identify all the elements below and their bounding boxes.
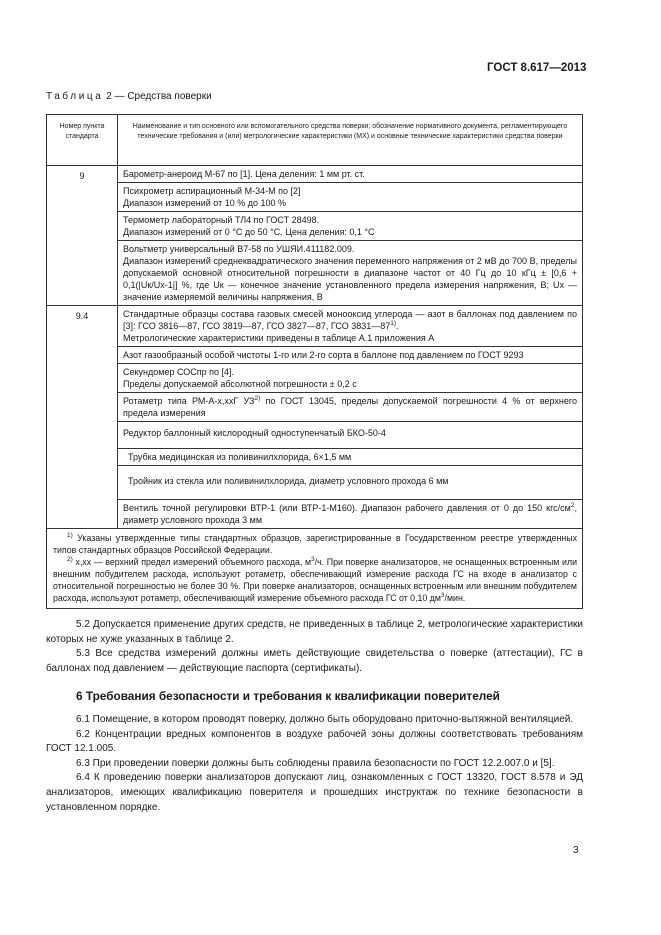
clause-number-9-4: 9.4 [47,306,118,529]
tools-group-9 [118,166,583,306]
tool-line: Психрометр аспирационный М-34-М по [2] [123,186,301,196]
footnote-2 [53,556,577,604]
table-caption-word: Таблица [46,91,104,102]
paragraph-5-2: 5.2 Допускается применение других средств, не приведенных в таблице 2, метрологические характеристики которых не хуже указанных в таблице 2. [46,619,583,645]
tools-group-9-4 [118,306,583,529]
tool-line: Диапазон измерений от 10 % до 100 % [123,198,287,208]
paragraph-6-1: 6.1 Помещение, в котором проводят поверку, должно быть оборудовано приточно-вытяжной вентиляцией. [76,714,574,725]
tool-psychrometer [118,183,582,212]
tool-line: Вольтметр универсальный В7-58 по УШЯИ.411182.009. [123,244,355,254]
tool-line: Тройник из стекла или поливинилхлорида, диаметр условного прохода 6 мм [128,476,449,486]
footnote-text: /мин. [444,593,466,603]
footnote-ref: 1) [390,320,397,327]
tool-line: Пределы допускаемой абсолютной погрешности ± 0,2 с [123,379,357,389]
tool-line: Секундомер СОСпр по [4]. [123,367,235,377]
tool-voltmeter [118,241,582,305]
tool-text: Стандартные образцы состава газовых смесей монооксид углерода — азот в баллонах под давлением по [3]: ГСО 3816—87, ГСО 3819—87, ГСО 3827—87, ГСО 3831—87 [123,309,577,331]
tool-line: Диапазон измерений среднеквадратического значения переменного напряжения от 2 мВ до 700 В, пределы допускаемой основной относительной погрешности в диапазоне частот от 40 Гц до 10 кГц ± [0,6 + 0,1(|Uк/Ux-1|] %, где Uк — конечное значение установленного предела измерения напряжения, В; Ux — значение измеряемой величины напряжения, В [123,256,577,302]
footnote-1 [53,532,577,556]
tool-line [123,502,577,526]
header-clause-number: Номер пункта стандарта [47,115,118,166]
superscript: 3 [311,556,315,564]
table-header-row [47,115,583,166]
tool-text: , диаметр условного прохода 3 мм [123,503,577,525]
footnote-mark: 2) [67,556,73,564]
tool-line: Метрологические характеристики приведены в таблице А.1 приложения А [123,333,435,343]
tool-line: Термометр лабораторный ТЛ4 по ГОСТ 28498. [123,215,320,225]
tool-text: по ГОСТ 13045, пределы допускаемой погрешности 4 % от верхнего предела измерения [123,396,577,418]
tool-rotameter [118,393,582,422]
table-footnotes-row [47,529,583,609]
paragraph-6-4: 6.4 К проведению поверки анализаторов допускают лиц, ознакомленных с ГОСТ 13320, ГОСТ 8.578 и ЭД анализаторов, имеющих квалификацию поверителя и прошедших инструктаж по технике безопасности в установленном порядке. [46,772,583,813]
tool-line [123,395,577,419]
tool-tube [118,449,582,466]
superscript: 3 [440,592,445,600]
footnote-text: Указаны утвержденные типы стандартных образцов, зарегистрированные в Государственном реестре утвержденных типов стандартных образцов Российской Федерации. [53,533,577,555]
table-caption [46,91,212,102]
superscript: 2 [570,502,575,509]
tool-valve [118,500,582,528]
tool-line: Азот газообразный особой чистоты 1-го или 2-го сорта в баллоне под давлением по ГОСТ 9293 [123,350,524,360]
tool-nitrogen [118,347,582,364]
footnote-ref: 2) [254,395,261,402]
paragraph-6-2: 6.2 Концентрации вредных компонентов в воздухе рабочей зоны должны соответствовать требованиям ГОСТ 12.1.005. [46,728,583,755]
tool-text: Ротаметр типа РМ-А-х,ххГ УЗ [123,396,255,406]
footnote-text: /ч. При поверке анализаторов, не оснащенных встроенным или внешним побудителем расхода, используют ротаметр, обеспечивающий измерение расхода ГС на входе в анализатор с относительной погрешностью не более 30 %. При поверке анализаторов, оснащенных встроенным или внешним побудителем расхода, используют ротаметр, обеспечивающий измерение объемного расхода ГС от 0,10 дм [53,557,577,603]
tool-barometer [118,166,582,183]
footnote-text: х,хх — верхний предел измерений объемного расхода, м [72,557,312,567]
table-footnotes [47,529,583,609]
header-tool-description: Наименование и тип основного или вспомогательного средства поверки; обозначение нормативного документа, регламентирующего технические требования и (или) метрологические характеристики (MX) и основные технические характеристики средства поверки [118,115,583,166]
tool-reducer [118,422,582,449]
paragraph-6-3: 6.3 При проведении поверки должны быть соблюдены правила безопасности по ГОСТ 12.2.007.0 и [5]. [76,757,555,769]
table-row-group-9-4 [47,306,583,529]
footnote-mark: 1) [67,532,73,540]
tool-line: Трубка медицинская из поливинилхлорида, 6×1,5 мм [128,452,352,462]
tool-stopwatch [118,364,582,393]
paragraph-5-3: 5.3 Все средства измерений должны иметь действующие свидетельства о поверке (аттестации), ГС в баллонах под давлением — действующие паспорта (сертификаты). [46,648,583,674]
clause-number-9: 9 [47,166,118,306]
tool-tee [118,466,582,500]
tool-line: Редуктор баллонный кислородный одноступенчатый БКО-50-4 [123,428,386,438]
tool-text: . [396,321,399,331]
section-6-paragraphs [46,713,583,815]
page-number: 3 [573,845,579,856]
section-6-title: 6 Требования безопасности и требования к квалификации поверителей [76,689,500,703]
tool-line: Диапазон измерений от 0 °С до 50 °С. Цена деления: 0,1 °С [123,227,375,237]
table-caption-title: 2 — Средства поверки [103,91,212,102]
tool-line: Барометр-анероид М-67 по [1]. Цена деления: 1 мм рт. ст. [123,169,365,179]
tool-gas-mixtures [118,306,582,347]
tool-line [123,308,577,332]
section-5-paragraphs [46,618,583,676]
document-code: ГОСТ 8.617—2013 [487,62,587,74]
tool-thermometer [118,212,582,241]
tool-text: Вентиль точной регулировки ВТР-1 (или ВТР-1-М160). Диапазон рабочего давления от 0 до 150 кгс/см [123,503,571,513]
verification-tools-table [46,114,583,609]
table-row-group-9 [47,166,583,306]
